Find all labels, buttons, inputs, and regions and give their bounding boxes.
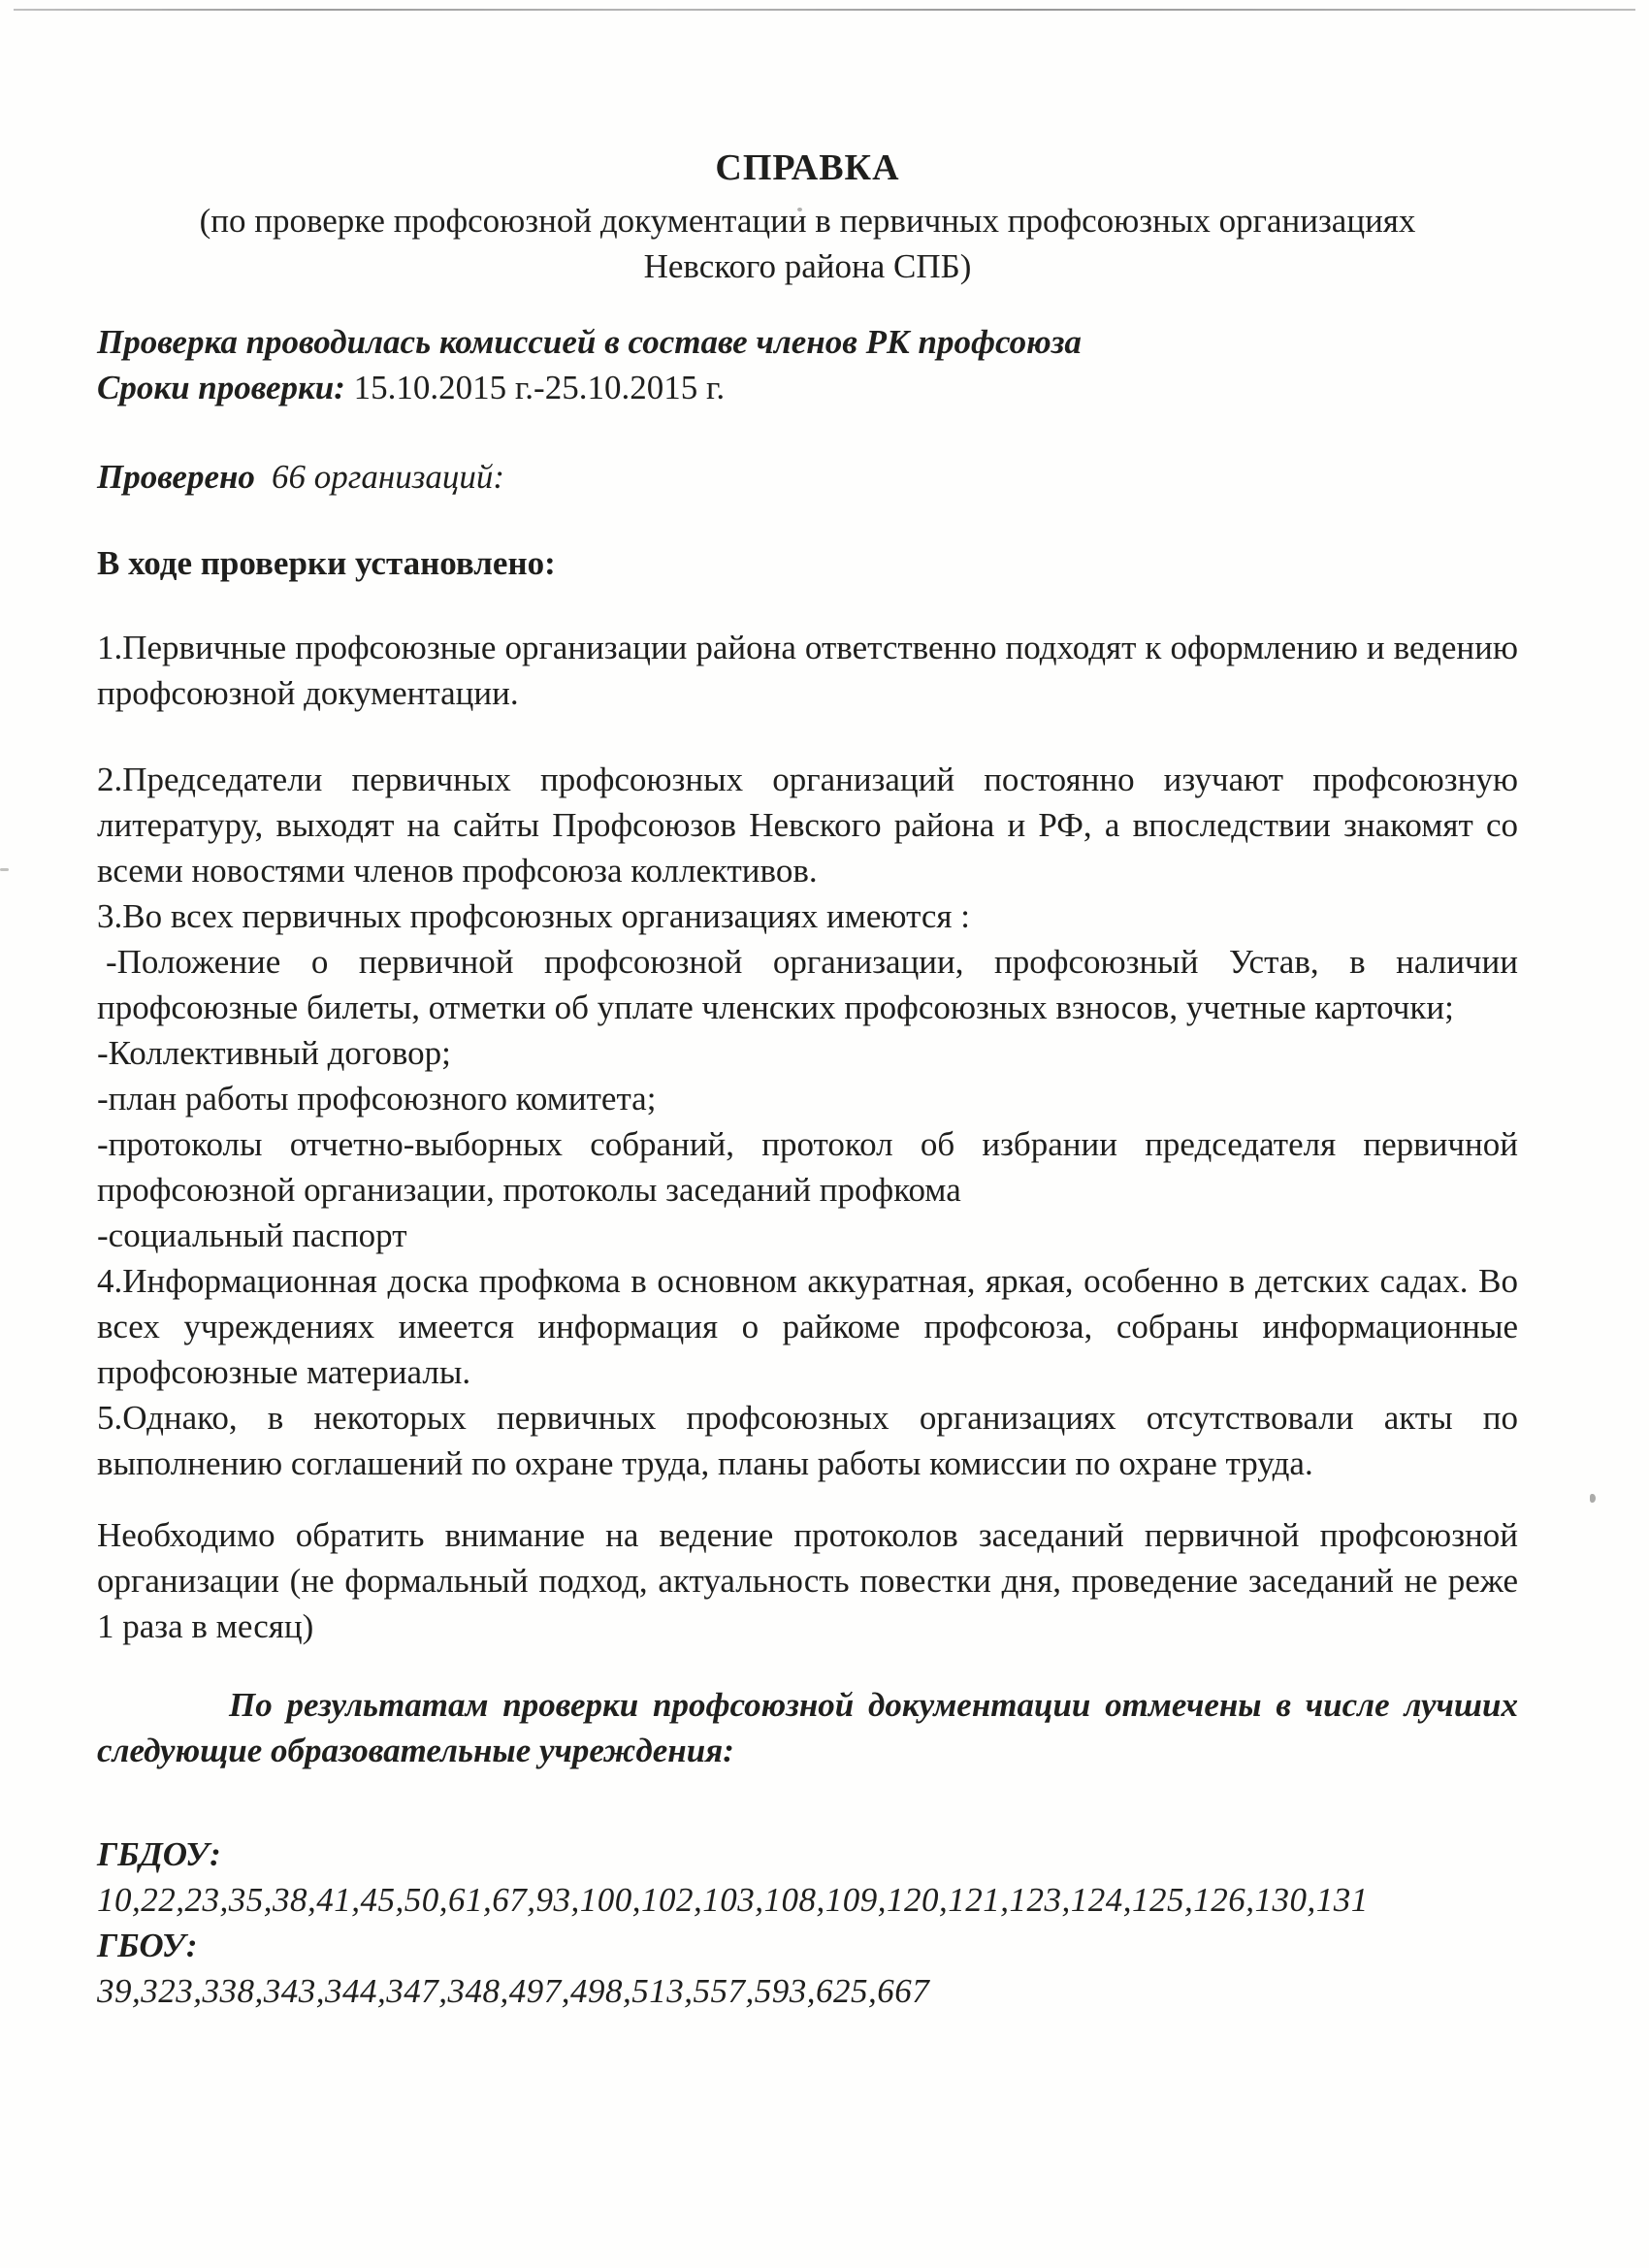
finding-3-sub-4: -протоколы отчетно-выборных собраний, протокол об избрании председателя первичной профсоюзной организации, протоколы заседаний профкома <box>97 1125 1518 1209</box>
finding-3-sub-5: -социальный паспорт <box>97 1216 407 1254</box>
scan-speck <box>0 868 9 871</box>
finding-3-sub-3: -план работы профсоюзного комитета; <box>97 1080 657 1118</box>
document-body <box>97 146 1518 2014</box>
commission-note: Проверка проводилась комиссией в составе членов РК профсоюза <box>97 323 1082 361</box>
gbou-numbers: 39,323,338,343,344,347,348,497,498,513,557,593,625,667 <box>97 1972 930 2010</box>
recommendation-paragraph: Необходимо обратить внимание на ведение протоколов заседаний первичной профсоюзной организации (не формальный подход, актуальность повестки дня, проведение заседаний не реже 1 раза в месяц) <box>97 1516 1518 1645</box>
scan-edge-line <box>14 9 1635 11</box>
finding-3-intro: 3.Во всех первичных профсоюзных организациях имеются : <box>97 897 970 935</box>
inspection-dates <box>97 365 1518 410</box>
best-institutions-list <box>97 1831 1518 2014</box>
finding-1: 1.Первичные профсоюзные организации района ответственно подходят к оформлению и ведению профсоюзной документации. <box>97 629 1518 712</box>
scan-speck <box>1590 1494 1596 1503</box>
checked-count <box>97 454 1518 500</box>
gbdou-label: ГБДОУ: <box>97 1835 221 1873</box>
checked-value: 66 организаций: <box>271 458 505 496</box>
document-subtitle-line2: Невского района СПБ) <box>643 247 972 285</box>
checked-label: Проверено <box>97 458 255 496</box>
finding-2: 2.Председатели первичных профсоюзных организаций постоянно изучают профсоюзную литературу, выходят на сайты Профсоюзов Невского района и РФ, а впоследствии знакомят со всеми новостями членов профсоюза коллективов. <box>97 761 1518 890</box>
gbou-label: ГБОУ: <box>97 1927 198 1964</box>
dates-label: Сроки проверки: <box>97 369 345 406</box>
finding-5: 5.Однако, в некоторых первичных профсоюзных организациях отсутствовали акты по выполнению соглашений по охране труда, планы работы комиссии по охране труда. <box>97 1399 1518 1482</box>
document-subtitle-line1: (по проверке профсоюзной документации в первичных профсоюзных организациях <box>199 202 1416 240</box>
document-subtitle <box>97 198 1518 289</box>
finding-3-sub-1: -Положение о первичной профсоюзной организации, профсоюзный Устав, в наличии профсоюзные билеты, отметки об уплате членских профсоюзных взносов, учетные карточки; <box>97 943 1518 1026</box>
gbdou-numbers: 10,22,23,35,38,41,45,50,61,67,93,100,102,103,108,109,120,121,123,124,125,126,130,131 <box>97 1881 1369 1919</box>
dates-value: 15.10.2015 г.-25.10.2015 г. <box>344 369 726 406</box>
finding-3-sub-2: -Коллективный договор; <box>97 1034 451 1072</box>
finding-4: 4.Информационная доска профкома в основном аккуратная, яркая, особенно в детских садах. Во всех учреждениях имеется информация о райкоме профсоюза, собраны информационные профсоюзные материалы. <box>97 1262 1518 1391</box>
findings-heading: В ходе проверки установлено: <box>97 544 556 582</box>
results-heading: По результатам проверки профсоюзной документации отмечены в числе лучших следующие образовательные учреждения: <box>97 1686 1518 1769</box>
document-title: СПРАВКА <box>715 147 900 188</box>
